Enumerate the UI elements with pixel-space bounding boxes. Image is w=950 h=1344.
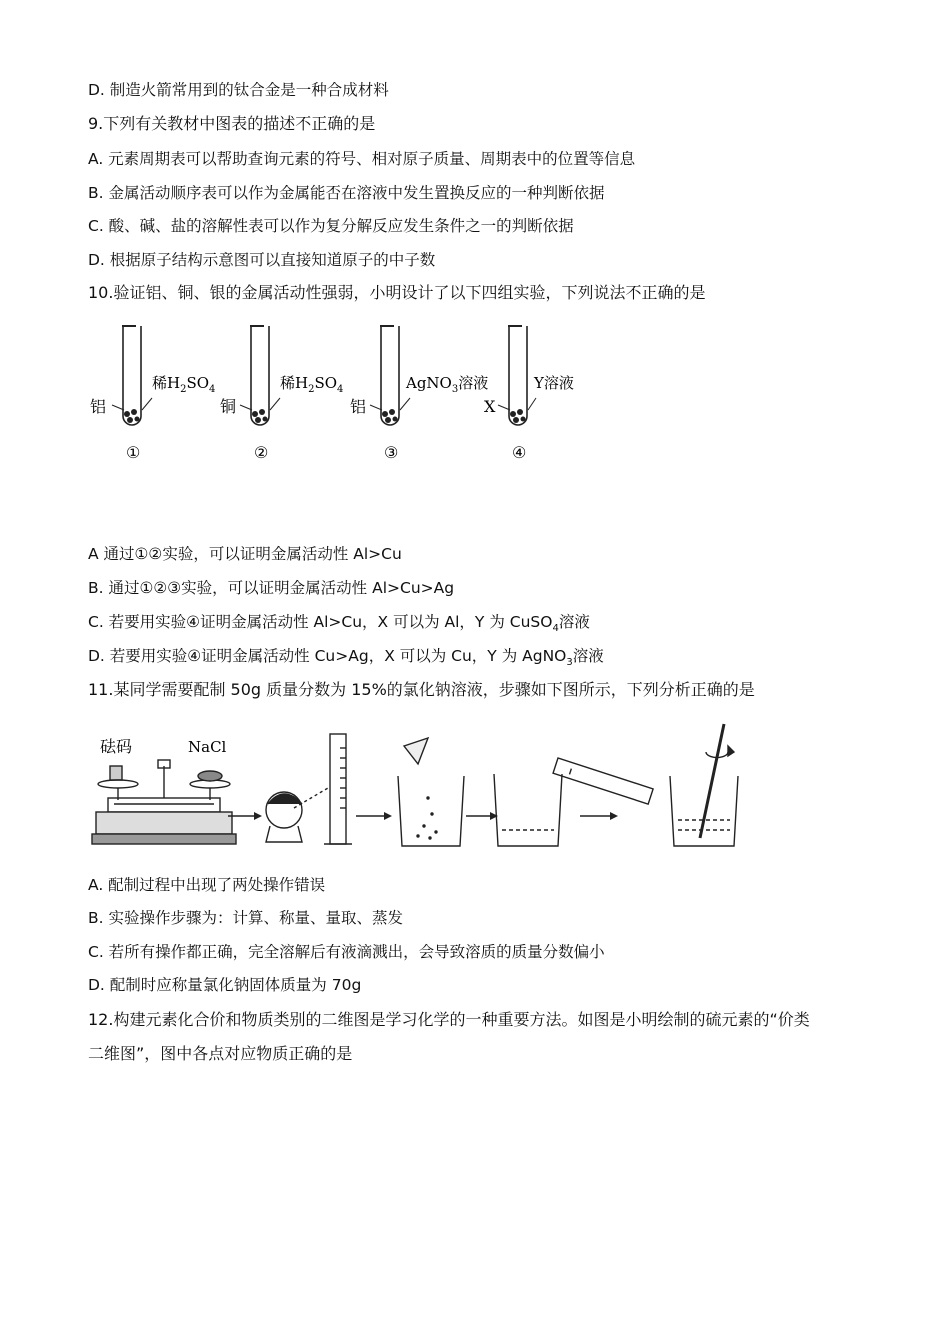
q10-option-d: D. 若要用实验④证明金属活动性 Cu>Ag，X 可以为 Cu，Y 为 AgNO$_3$溶液	[88, 647, 604, 669]
test-tube-1	[112, 326, 152, 425]
tube-4-metal-label: X	[484, 397, 496, 416]
tube-3-solution-label: AgNO$_3$溶液	[406, 374, 489, 395]
weights-label: 砝码	[100, 737, 133, 756]
q10-option-c: C. 若要用实验④证明金属活动性 Al>Cu，X 可以为 Al，Y 为 CuSO$_4$溶液	[88, 613, 590, 635]
tube-2-solution-label: 稀$H_2SO_4$	[280, 374, 344, 395]
tube-3-metal-label: 铝	[350, 397, 367, 416]
q11-procedure-figure	[88, 718, 778, 858]
nacl-label: NaCl	[188, 738, 227, 756]
tube-2-metal-label: 铜	[220, 397, 237, 416]
test-tube-3	[370, 326, 410, 425]
q9-option-b: B. 金属活动顺序表可以作为金属能否在溶液中发生置换反应的一种判断依据	[88, 184, 605, 202]
tube-1-solution-label: 稀$H_2SO_4$	[152, 374, 216, 395]
q10-test-tubes-figure	[88, 318, 608, 468]
tube-3-number: ③	[384, 443, 399, 462]
q11-option-d: D. 配制时应称量氯化钠固体质量为 70g	[88, 976, 362, 994]
reading-cylinder-scene	[266, 734, 352, 844]
test-tube-2	[240, 326, 280, 425]
q9-option-a: A. 元素周期表可以帮助查询元素的符号、相对原子质量、周期表中的位置等信息	[88, 150, 636, 168]
stirring-beaker	[670, 724, 738, 846]
q12-stem-line1: 12.构建元素化合价和物质类别的二维图是学习化学的一种重要方法。如图是小明绘制的硫元素的“价类	[88, 1010, 810, 1029]
q10-stem: 10.验证铝、铜、银的金属活动性强弱，小明设计了以下四组实验，下列说法不正确的是	[88, 283, 706, 302]
q9-option-c: C. 酸、碱、盐的溶解性表可以作为复分解反应发生条件之一的判断依据	[88, 217, 574, 235]
pouring-water-beaker	[494, 758, 653, 846]
q8-option-d: D. 制造火箭常用到的钛合金是一种合成材料	[88, 81, 389, 99]
q11-option-b: B. 实验操作步骤为：计算、称量、量取、蒸发	[88, 909, 403, 927]
q12-stem-line2: 二维图”，图中各点对应物质正确的是	[88, 1044, 353, 1063]
tube-4-number: ④	[512, 443, 527, 462]
tube-4-solution-label: Y溶液	[534, 374, 574, 392]
tube-2-number: ②	[254, 443, 269, 462]
q10-option-b: B. 通过①②③实验，可以证明金属活动性 Al>Cu>Ag	[88, 579, 455, 597]
q10-option-a: A 通过①②实验，可以证明金属活动性 Al>Cu	[88, 545, 402, 563]
tube-1-metal-label: 铝	[90, 397, 107, 416]
q11-stem: 11.某同学需要配制 50g 质量分数为 15%的氯化钠溶液，步骤如下图所示，下列分析正确的是	[88, 680, 755, 699]
tube-1-number: ①	[126, 443, 141, 462]
q9-stem: 9.下列有关教材中图表的描述不正确的是	[88, 114, 376, 133]
balance-scale	[92, 760, 236, 844]
q9-option-d: D. 根据原子结构示意图可以直接知道原子的中子数	[88, 251, 436, 269]
q11-option-c: C. 若所有操作都正确，完全溶解后有液滴溅出，会导致溶质的质量分数偏小	[88, 943, 605, 961]
test-tube-4	[498, 326, 536, 425]
q11-option-a: A. 配制过程中出现了两处操作错误	[88, 876, 326, 894]
pouring-salt-beaker	[398, 738, 464, 846]
